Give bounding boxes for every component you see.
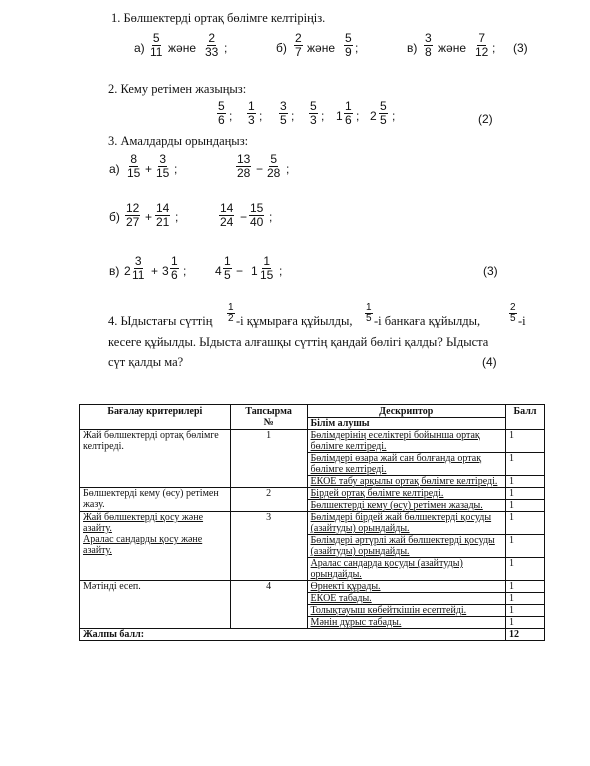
criteria-cell: Жай бөлшектерді ортақ бөлімге келтіреді. — [80, 430, 231, 488]
q4-text: -і құмыраға құйылды, — [236, 314, 353, 328]
header-score: Балл — [506, 405, 545, 430]
q2-fraction-5: $\frac{1}{6}$ — [345, 99, 352, 127]
q2-fraction-4: $\frac{5}{3}$ — [310, 99, 317, 127]
q3-b2-fraction-1: $\frac{14}{24}$ — [220, 201, 234, 229]
separator: ; — [492, 41, 496, 55]
q3-b1-fraction-2: $\frac{14}{21}$ — [156, 201, 170, 229]
q4-text: -і банкаға құйылды, — [374, 314, 481, 328]
q2-fraction-2: $\frac{1}{3}$ — [248, 99, 255, 127]
table-row — [80, 430, 545, 453]
separator: ; — [224, 41, 228, 55]
descriptor-cell: Толықтауыш көбейткішін есептейді. — [307, 605, 505, 617]
criteria-text: Жай бөлшектерді қосу және азайту. — [83, 512, 204, 534]
criteria-cell — [80, 512, 231, 581]
descriptor-cell: Бөлімдері бірдей жай бөлшектерді қосуды (азайтуды) орындайды. — [307, 512, 505, 535]
score-cell: 1 — [506, 512, 545, 535]
q1-a-fraction-2: $\frac{2}{33}$ — [205, 31, 219, 59]
separator: ; — [286, 162, 290, 176]
task-cell: 1 — [230, 430, 307, 488]
q3-a1-fraction-1: $\frac{8}{15}$ — [127, 152, 141, 180]
score-cell: 1 — [506, 593, 545, 605]
criteria-cell: Мәтінді есеп. — [80, 581, 231, 629]
score-cell: 1 — [506, 488, 545, 500]
q3-a2-fraction-2: $\frac{5}{28}$ — [267, 152, 281, 180]
table-total-row — [80, 629, 545, 641]
header-criteria: Бағалау критерилері — [80, 405, 231, 430]
q2-points: (2) — [478, 112, 493, 126]
q2-whole-5: 1 — [336, 109, 343, 123]
descriptor-cell: Бөлімдері өзара жай сан болғанда ортақ бөлімге келтіреді. — [307, 453, 505, 476]
descriptor-cell: ЕКОЕ табады. — [307, 593, 505, 605]
q2-whole-6: 2 — [370, 109, 377, 123]
q1-a-fraction-1: $\frac{5}{11}$ — [150, 31, 163, 59]
header-descriptor-sub: Білім алушы — [307, 418, 505, 430]
q4-line-2: кесеге құйылды. Ыдыста алғашқы сүттің қандай бөлігі қалды? Ыдыста — [108, 335, 489, 349]
q3-b1-fraction-1: $\frac{12}{27}$ — [126, 201, 140, 229]
table-row — [80, 581, 545, 593]
score-cell: 1 — [506, 581, 545, 593]
separator: ; — [175, 210, 179, 224]
separator: ; — [174, 162, 178, 176]
separator: ; — [321, 109, 325, 123]
descriptor-cell: Өрнекті құрады. — [307, 581, 505, 593]
descriptor-cell: ЕКОЕ табу арқылы ортақ бөлімге келтіреді. — [307, 476, 505, 488]
whole-number: 3 — [162, 264, 169, 278]
q1-title: 1. Бөлшектерді ортақ бөлімге келтіріңіз. — [111, 11, 326, 25]
descriptor-cell: Бөлімдері әртүрлі жай бөлшектерді қосуды (азайтуды) орындайды. — [307, 535, 505, 558]
task-cell: 4 — [230, 581, 307, 629]
q4-line-3: сүт қалды ма? — [108, 355, 184, 369]
operator: + — [145, 210, 153, 224]
whole-number: 1 — [251, 264, 258, 278]
criteria-cell: Бөлшектерді кему (өсу) ретімен жазу. — [80, 488, 231, 512]
descriptor-cell: Бөлімдерінің еселіктері бойынша ортақ бөлімге келтіреді. — [307, 430, 505, 453]
q1-a-word: және — [168, 41, 197, 55]
q4-prefix: 4. Ыдыстағы сүттің — [108, 314, 213, 328]
q4-fraction-3: $\frac{2}{5}$ — [510, 302, 516, 324]
q4-points: (4) — [482, 355, 497, 369]
separator: ; — [392, 109, 396, 123]
operator: − — [256, 162, 264, 176]
q3-c2-fraction-1: $\frac{1}{5}$ — [224, 254, 231, 282]
score-cell: 1 — [506, 430, 545, 453]
q2-fraction-1: $\frac{5}{6}$ — [218, 99, 225, 127]
operator: + — [151, 264, 159, 278]
q3-c2-fraction-2: $\frac{1}{15}$ — [260, 254, 274, 282]
q3-a1-fraction-2: $\frac{3}{15}$ — [156, 152, 170, 180]
score-cell: 1 — [506, 500, 545, 512]
table-row — [80, 512, 545, 535]
score-cell: 1 — [506, 476, 545, 488]
header-descriptor: Дескриптор — [307, 405, 505, 418]
operator: − — [236, 264, 244, 278]
q2-fraction-6: $\frac{5}{5}$ — [380, 99, 387, 127]
q3-points: (3) — [483, 264, 498, 278]
q2-title: 2. Кему ретімен жазыңыз: — [108, 82, 247, 96]
q1-c-label: в) — [407, 41, 418, 55]
total-label: Жалпы балл: — [80, 629, 506, 641]
separator: ; — [183, 264, 187, 278]
q1-a-label: а) — [134, 41, 145, 55]
q4-text: -і — [518, 314, 526, 328]
whole-number: 2 — [124, 264, 131, 278]
q1-b-fraction-1: $\frac{2}{7}$ — [295, 31, 302, 59]
score-cell: 1 — [506, 558, 545, 581]
q1-b-label: б) — [276, 41, 287, 55]
whole-number: 4 — [215, 264, 222, 278]
operator: − — [240, 210, 248, 224]
q4-fraction-2: $\frac{1}{5}$ — [366, 302, 372, 324]
q3-a-label: а) — [109, 162, 120, 176]
score-cell: 1 — [506, 605, 545, 617]
task-cell: 3 — [230, 512, 307, 581]
q1-b-word: және — [307, 41, 336, 55]
separator: ; — [269, 210, 273, 224]
q1-points: (3) — [513, 41, 528, 55]
descriptor-cell: Бөлшектерді кему (өсу) ретімен жазады. — [307, 500, 505, 512]
operator: + — [145, 162, 153, 176]
q3-c1-fraction-2: $\frac{1}{6}$ — [171, 254, 178, 282]
separator: ; — [259, 109, 263, 123]
q3-a2-fraction-1: $\frac{13}{28}$ — [237, 152, 251, 180]
separator: ; — [291, 109, 295, 123]
q2-fraction-3: $\frac{3}{5}$ — [280, 99, 287, 127]
q1-c-word: және — [438, 41, 467, 55]
separator: ; — [279, 264, 283, 278]
q3-title: 3. Амалдарды орындаңыз: — [108, 134, 249, 148]
q1-c-fraction-1: $\frac{3}{8}$ — [425, 31, 432, 59]
table-row — [80, 488, 545, 500]
q1-c-fraction-2: $\frac{7}{12}$ — [475, 31, 489, 59]
q3-c1-fraction-1: $\frac{3}{11}$ — [132, 254, 145, 282]
task-cell: 2 — [230, 488, 307, 512]
separator: ; — [355, 41, 359, 55]
separator: ; — [356, 109, 360, 123]
descriptor-cell: Мәнін дұрыс табады. — [307, 617, 505, 629]
descriptor-cell: Бірдей ортақ бөлімге келтіреді. — [307, 488, 505, 500]
total-score: 12 — [506, 629, 545, 641]
separator: ; — [229, 109, 233, 123]
assessment-criteria-table — [79, 404, 545, 641]
criteria-text: Аралас сандарды қосу және азайту. — [83, 534, 203, 556]
score-cell: 1 — [506, 535, 545, 558]
q1-b-fraction-2: $\frac{5}{9}$ — [345, 31, 352, 59]
q3-b2-fraction-2: $\frac{15}{40}$ — [250, 201, 264, 229]
q4-fraction-1: $\frac{1}{2}$ — [228, 302, 234, 324]
q3-b-label: б) — [109, 210, 120, 224]
score-cell: 1 — [506, 617, 545, 629]
score-cell: 1 — [506, 453, 545, 476]
descriptor-cell: Аралас сандарда қосуды (азайтуды) орындайды. — [307, 558, 505, 581]
table-header-row — [80, 405, 545, 418]
q3-c-label: в) — [109, 264, 120, 278]
header-task: Тапсырма № — [230, 405, 307, 430]
